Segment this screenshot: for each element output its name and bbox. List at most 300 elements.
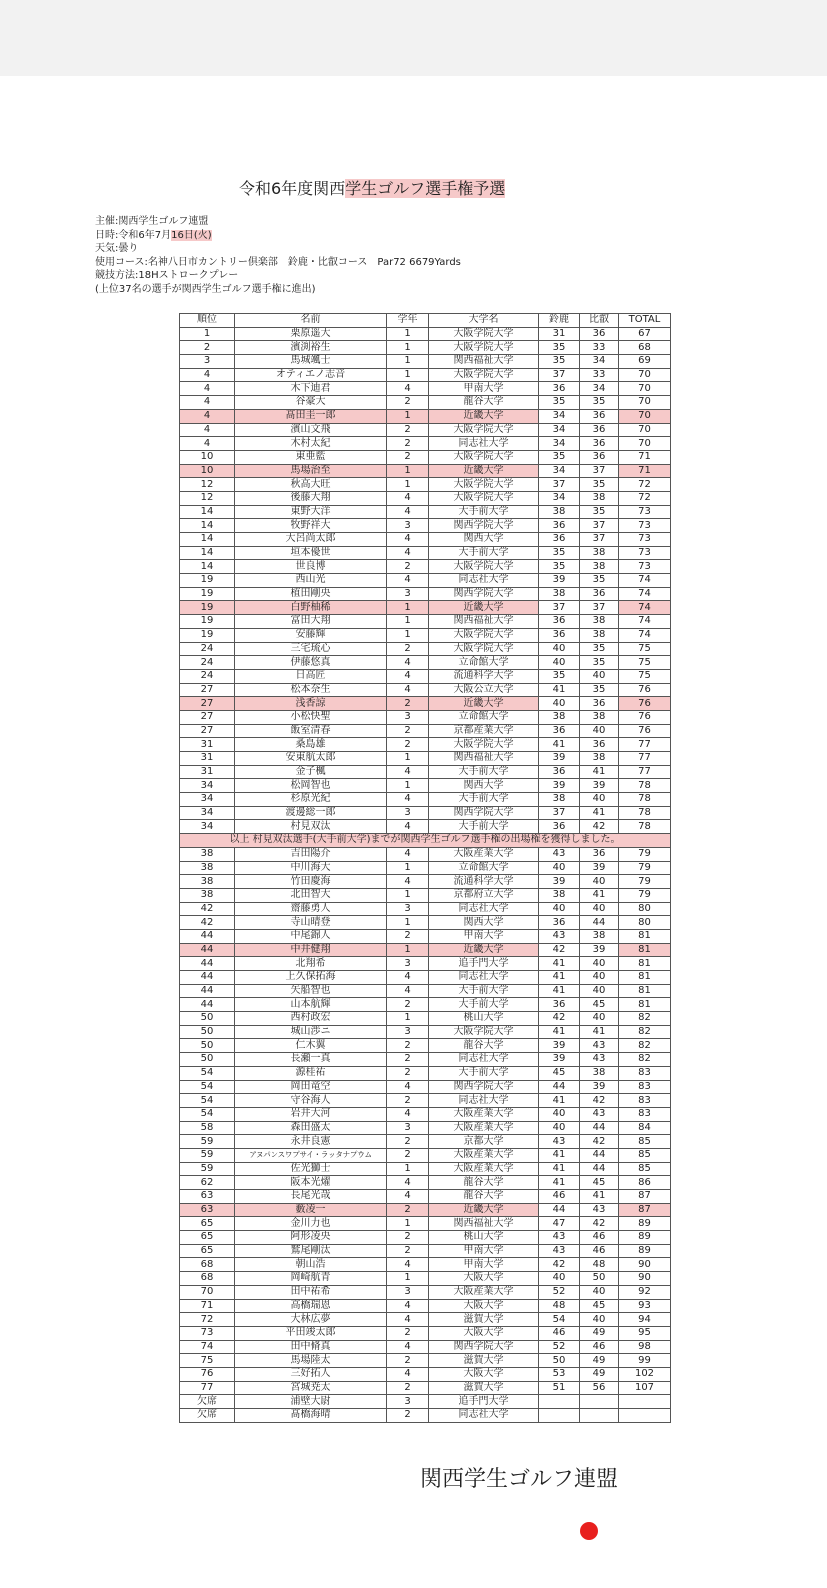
cell-suzuka: 41 bbox=[539, 957, 580, 971]
cell-grade: 1 bbox=[387, 615, 429, 629]
cell-total: 81 bbox=[619, 929, 671, 943]
cell-rank: 10 bbox=[180, 450, 235, 464]
cell-name: 森田盛太 bbox=[235, 1121, 387, 1135]
cell-university: 立命館大学 bbox=[429, 656, 539, 670]
cell-rank: 73 bbox=[180, 1326, 235, 1340]
table-row bbox=[180, 697, 671, 711]
cell-rank: 12 bbox=[180, 491, 235, 505]
weather-line: 天気:曇り bbox=[95, 243, 139, 255]
cell-total: 79 bbox=[619, 861, 671, 875]
cell-university: 大阪産業大学 bbox=[429, 1121, 539, 1135]
cell-grade: 3 bbox=[387, 1025, 429, 1039]
cell-university: 関西学院大学 bbox=[429, 1340, 539, 1354]
cell-hiei: 42 bbox=[580, 1094, 619, 1108]
cell-suzuka: 34 bbox=[539, 491, 580, 505]
cell-name: 小松快聖 bbox=[235, 710, 387, 724]
cell-total: 82 bbox=[619, 1012, 671, 1026]
header-suzuka: 鈴鹿 bbox=[539, 314, 580, 328]
cell-hiei: 49 bbox=[580, 1367, 619, 1381]
cell-total: 83 bbox=[619, 1066, 671, 1080]
cell-suzuka: 34 bbox=[539, 409, 580, 423]
cell-total: 80 bbox=[619, 902, 671, 916]
cell-suzuka: 43 bbox=[539, 929, 580, 943]
cell-university: 大阪学院大学 bbox=[429, 491, 539, 505]
cell-total: 78 bbox=[619, 779, 671, 793]
cell-suzuka: 52 bbox=[539, 1340, 580, 1354]
cell-hiei: 43 bbox=[580, 1053, 619, 1067]
table-row bbox=[180, 1012, 671, 1026]
cell-grade: 4 bbox=[387, 1340, 429, 1354]
cell-university: 大阪学院大学 bbox=[429, 1025, 539, 1039]
cell-grade: 4 bbox=[387, 546, 429, 560]
cell-total: 80 bbox=[619, 916, 671, 930]
cell-rank: 19 bbox=[180, 615, 235, 629]
cell-rank: 44 bbox=[180, 984, 235, 998]
cell-name: 源桂祐 bbox=[235, 1066, 387, 1080]
table-row bbox=[180, 1299, 671, 1313]
cell-university: 流通科学大学 bbox=[429, 669, 539, 683]
cell-rank: 4 bbox=[180, 368, 235, 382]
cell-total: 79 bbox=[619, 847, 671, 861]
cell-university: 大阪学院大学 bbox=[429, 738, 539, 752]
cell-rank: 68 bbox=[180, 1258, 235, 1272]
cell-grade: 2 bbox=[387, 1148, 429, 1162]
cell-total bbox=[619, 1409, 671, 1423]
cell-hiei: 43 bbox=[580, 1203, 619, 1217]
cell-rank: 50 bbox=[180, 1053, 235, 1067]
cell-hiei: 41 bbox=[580, 1190, 619, 1204]
table-row bbox=[180, 355, 671, 369]
cell-name: 安東航太郎 bbox=[235, 752, 387, 766]
cell-rank: 75 bbox=[180, 1354, 235, 1368]
table-row bbox=[180, 820, 671, 834]
cell-rank: 63 bbox=[180, 1190, 235, 1204]
cell-suzuka: 38 bbox=[539, 587, 580, 601]
cell-rank: 44 bbox=[180, 998, 235, 1012]
cell-hiei: 34 bbox=[580, 382, 619, 396]
cell-suzuka: 46 bbox=[539, 1190, 580, 1204]
cell-name: 馬場治至 bbox=[235, 464, 387, 478]
cell-university: 流通科学大学 bbox=[429, 875, 539, 889]
cell-university: 大阪公立大学 bbox=[429, 683, 539, 697]
table-row bbox=[180, 1409, 671, 1423]
cell-suzuka: 42 bbox=[539, 943, 580, 957]
cell-total: 70 bbox=[619, 396, 671, 410]
cell-suzuka: 34 bbox=[539, 423, 580, 437]
cell-total: 70 bbox=[619, 423, 671, 437]
cell-total: 67 bbox=[619, 327, 671, 341]
cell-name: 牧野祥大 bbox=[235, 519, 387, 533]
cell-hiei: 33 bbox=[580, 341, 619, 355]
cell-rank: 1 bbox=[180, 327, 235, 341]
cell-university: 京都大学 bbox=[429, 1135, 539, 1149]
cell-hiei: 40 bbox=[580, 724, 619, 738]
table-row bbox=[180, 1313, 671, 1327]
cell-hiei: 40 bbox=[580, 875, 619, 889]
cell-total: 70 bbox=[619, 409, 671, 423]
cell-total: 73 bbox=[619, 546, 671, 560]
cell-suzuka: 35 bbox=[539, 396, 580, 410]
cell-rank: 27 bbox=[180, 710, 235, 724]
cell-name: 岡田竜空 bbox=[235, 1080, 387, 1094]
table-row bbox=[180, 478, 671, 492]
cell-grade: 4 bbox=[387, 1313, 429, 1327]
cell-grade: 1 bbox=[387, 779, 429, 793]
table-row bbox=[180, 1285, 671, 1299]
cell-suzuka: 34 bbox=[539, 437, 580, 451]
cell-suzuka: 38 bbox=[539, 710, 580, 724]
cell-hiei: 36 bbox=[580, 738, 619, 752]
table-row bbox=[180, 984, 671, 998]
cell-hiei: 40 bbox=[580, 971, 619, 985]
cell-grade: 4 bbox=[387, 793, 429, 807]
cell-grade: 1 bbox=[387, 355, 429, 369]
cell-total: 75 bbox=[619, 656, 671, 670]
table-row bbox=[180, 1135, 671, 1149]
cell-suzuka bbox=[539, 1409, 580, 1423]
table-row bbox=[180, 1107, 671, 1121]
cell-grade: 2 bbox=[387, 738, 429, 752]
cell-total: 98 bbox=[619, 1340, 671, 1354]
cell-grade: 4 bbox=[387, 984, 429, 998]
table-row bbox=[180, 929, 671, 943]
cell-hiei: 39 bbox=[580, 1080, 619, 1094]
cell-rank: 77 bbox=[180, 1381, 235, 1395]
cell-name: 東亜藍 bbox=[235, 450, 387, 464]
cell-grade: 1 bbox=[387, 628, 429, 642]
date-line bbox=[95, 229, 461, 243]
cell-suzuka: 36 bbox=[539, 382, 580, 396]
cell-hiei: 38 bbox=[580, 628, 619, 642]
cell-total: 102 bbox=[619, 1367, 671, 1381]
cell-university: 大手前大学 bbox=[429, 1066, 539, 1080]
cell-university: 大手前大学 bbox=[429, 765, 539, 779]
cell-grade: 4 bbox=[387, 1367, 429, 1381]
cell-grade: 4 bbox=[387, 491, 429, 505]
cell-university: 龍谷大学 bbox=[429, 1176, 539, 1190]
cell-hiei: 38 bbox=[580, 560, 619, 574]
qualification-note-row bbox=[180, 834, 671, 848]
cell-suzuka: 36 bbox=[539, 628, 580, 642]
table-row bbox=[180, 861, 671, 875]
cell-name: 寺山晴登 bbox=[235, 916, 387, 930]
cell-rank: 19 bbox=[180, 628, 235, 642]
cell-grade: 2 bbox=[387, 1203, 429, 1217]
cell-rank: 24 bbox=[180, 669, 235, 683]
cell-university: 同志社大学 bbox=[429, 574, 539, 588]
cell-suzuka: 40 bbox=[539, 1107, 580, 1121]
cell-suzuka: 44 bbox=[539, 1080, 580, 1094]
cell-grade: 1 bbox=[387, 409, 429, 423]
table-row bbox=[180, 1094, 671, 1108]
table-row bbox=[180, 505, 671, 519]
cell-grade: 3 bbox=[387, 587, 429, 601]
cell-name: 富田大翔 bbox=[235, 615, 387, 629]
cell-hiei: 46 bbox=[580, 1340, 619, 1354]
cell-total: 94 bbox=[619, 1313, 671, 1327]
cell-name: 馬場陸太 bbox=[235, 1354, 387, 1368]
cell-hiei: 38 bbox=[580, 1066, 619, 1080]
cell-rank: 4 bbox=[180, 409, 235, 423]
cell-rank: 31 bbox=[180, 752, 235, 766]
table-row bbox=[180, 1217, 671, 1231]
cell-name: 吉田陽介 bbox=[235, 847, 387, 861]
cell-grade: 1 bbox=[387, 341, 429, 355]
table-row bbox=[180, 601, 671, 615]
cell-university: 大阪大学 bbox=[429, 1272, 539, 1286]
cell-name: 白野柚稀 bbox=[235, 601, 387, 615]
table-row bbox=[180, 437, 671, 451]
cell-hiei: 36 bbox=[580, 423, 619, 437]
table-row bbox=[180, 1395, 671, 1409]
cell-name: 齋藤勇人 bbox=[235, 902, 387, 916]
table-row bbox=[180, 806, 671, 820]
cell-name: 濱山文飛 bbox=[235, 423, 387, 437]
cell-university: 大阪産業大学 bbox=[429, 1285, 539, 1299]
cell-rank: 59 bbox=[180, 1135, 235, 1149]
cell-hiei: 38 bbox=[580, 710, 619, 724]
cell-suzuka: 39 bbox=[539, 752, 580, 766]
cell-total: 79 bbox=[619, 875, 671, 889]
cell-rank: 68 bbox=[180, 1272, 235, 1286]
cell-total: 81 bbox=[619, 998, 671, 1012]
cell-grade: 2 bbox=[387, 1053, 429, 1067]
cell-total: 72 bbox=[619, 491, 671, 505]
cell-total: 87 bbox=[619, 1190, 671, 1204]
cell-hiei: 35 bbox=[580, 656, 619, 670]
cell-rank: 38 bbox=[180, 875, 235, 889]
cell-suzuka: 37 bbox=[539, 368, 580, 382]
cell-total: 73 bbox=[619, 505, 671, 519]
cell-hiei: 37 bbox=[580, 601, 619, 615]
cell-university: 龍谷大学 bbox=[429, 396, 539, 410]
cell-rank: 14 bbox=[180, 560, 235, 574]
table-row bbox=[180, 971, 671, 985]
cell-hiei: 38 bbox=[580, 929, 619, 943]
table-row bbox=[180, 793, 671, 807]
cell-hiei: 39 bbox=[580, 779, 619, 793]
cell-suzuka: 41 bbox=[539, 1094, 580, 1108]
cell-total: 79 bbox=[619, 888, 671, 902]
cell-rank: 38 bbox=[180, 888, 235, 902]
cell-suzuka: 52 bbox=[539, 1285, 580, 1299]
cell-university: 立命館大学 bbox=[429, 710, 539, 724]
cell-name: 馬城颯士 bbox=[235, 355, 387, 369]
table-row bbox=[180, 1381, 671, 1395]
cell-university: 同志社大学 bbox=[429, 1094, 539, 1108]
table-row bbox=[180, 642, 671, 656]
cell-rank: 14 bbox=[180, 505, 235, 519]
table-row bbox=[180, 669, 671, 683]
cell-grade: 2 bbox=[387, 724, 429, 738]
cell-name: 平田竣太郎 bbox=[235, 1326, 387, 1340]
cell-grade: 4 bbox=[387, 1080, 429, 1094]
cell-name: 三宅琉心 bbox=[235, 642, 387, 656]
cell-rank: 58 bbox=[180, 1121, 235, 1135]
cell-name: 三好拓人 bbox=[235, 1367, 387, 1381]
cell-hiei: 36 bbox=[580, 587, 619, 601]
cell-rank: 42 bbox=[180, 902, 235, 916]
cell-hiei bbox=[580, 1409, 619, 1423]
cell-university: 甲南大学 bbox=[429, 382, 539, 396]
cell-grade: 1 bbox=[387, 327, 429, 341]
cell-suzuka: 42 bbox=[539, 1012, 580, 1026]
cell-name: 安藤輝 bbox=[235, 628, 387, 642]
cell-university: 追手門大学 bbox=[429, 1395, 539, 1409]
seal-stamp bbox=[580, 1522, 598, 1540]
cell-rank: 24 bbox=[180, 656, 235, 670]
cell-total: 90 bbox=[619, 1258, 671, 1272]
cell-suzuka: 40 bbox=[539, 1272, 580, 1286]
cell-rank: 54 bbox=[180, 1107, 235, 1121]
cell-university: 桃山大学 bbox=[429, 1012, 539, 1026]
cell-total: 78 bbox=[619, 820, 671, 834]
cell-grade: 3 bbox=[387, 902, 429, 916]
cell-suzuka: 37 bbox=[539, 478, 580, 492]
cell-rank: 38 bbox=[180, 861, 235, 875]
cell-university: 近畿大学 bbox=[429, 409, 539, 423]
cell-suzuka: 43 bbox=[539, 1135, 580, 1149]
table-row bbox=[180, 1053, 671, 1067]
cell-university: 大手前大学 bbox=[429, 984, 539, 998]
cell-grade: 4 bbox=[387, 875, 429, 889]
cell-total: 83 bbox=[619, 1080, 671, 1094]
cell-university: 滋賀大学 bbox=[429, 1381, 539, 1395]
cell-university: 甲南大学 bbox=[429, 1244, 539, 1258]
cell-total: 71 bbox=[619, 464, 671, 478]
cell-university: 関西福祉大学 bbox=[429, 1217, 539, 1231]
table-row bbox=[180, 327, 671, 341]
table-row bbox=[180, 1176, 671, 1190]
cell-suzuka: 43 bbox=[539, 1231, 580, 1245]
cell-grade: 2 bbox=[387, 437, 429, 451]
cell-rank: 34 bbox=[180, 806, 235, 820]
cell-hiei: 45 bbox=[580, 1176, 619, 1190]
cell-suzuka: 35 bbox=[539, 341, 580, 355]
cell-grade: 2 bbox=[387, 1231, 429, 1245]
cell-suzuka: 50 bbox=[539, 1354, 580, 1368]
cell-rank: 62 bbox=[180, 1176, 235, 1190]
cell-rank: 76 bbox=[180, 1367, 235, 1381]
cell-university: 関西学院大学 bbox=[429, 806, 539, 820]
cell-suzuka: 39 bbox=[539, 875, 580, 889]
cell-total: 95 bbox=[619, 1326, 671, 1340]
cell-university: 大阪学院大学 bbox=[429, 478, 539, 492]
cell-total: 78 bbox=[619, 806, 671, 820]
cell-grade: 3 bbox=[387, 519, 429, 533]
cell-hiei: 50 bbox=[580, 1272, 619, 1286]
cell-hiei: 41 bbox=[580, 806, 619, 820]
cell-suzuka: 40 bbox=[539, 1121, 580, 1135]
cell-rank: 63 bbox=[180, 1203, 235, 1217]
table-row bbox=[180, 875, 671, 889]
cell-grade: 4 bbox=[387, 1176, 429, 1190]
title-prefix: 令和6年度関西 bbox=[239, 179, 346, 198]
cell-total: 75 bbox=[619, 642, 671, 656]
cell-suzuka: 35 bbox=[539, 546, 580, 560]
cell-total: 76 bbox=[619, 697, 671, 711]
table-row bbox=[180, 1354, 671, 1368]
cell-suzuka: 40 bbox=[539, 642, 580, 656]
cell-name: 秋高大旺 bbox=[235, 478, 387, 492]
cell-grade: 3 bbox=[387, 957, 429, 971]
cell-total: 81 bbox=[619, 984, 671, 998]
cell-grade: 4 bbox=[387, 820, 429, 834]
cell-name: 竹田慶海 bbox=[235, 875, 387, 889]
table-row bbox=[180, 998, 671, 1012]
cell-grade: 2 bbox=[387, 1409, 429, 1423]
cell-total: 85 bbox=[619, 1135, 671, 1149]
cell-name: 上久保拓海 bbox=[235, 971, 387, 985]
cell-university: 大阪学院大学 bbox=[429, 628, 539, 642]
table-row bbox=[180, 491, 671, 505]
cell-total: 69 bbox=[619, 355, 671, 369]
cell-hiei: 36 bbox=[580, 437, 619, 451]
cell-suzuka: 43 bbox=[539, 1244, 580, 1258]
cell-name: 阪本光燿 bbox=[235, 1176, 387, 1190]
cell-suzuka: 39 bbox=[539, 779, 580, 793]
cell-university: 関西福祉大学 bbox=[429, 752, 539, 766]
cell-hiei: 35 bbox=[580, 396, 619, 410]
table-row bbox=[180, 574, 671, 588]
table-row bbox=[180, 396, 671, 410]
cell-name: 村見双汰 bbox=[235, 820, 387, 834]
cell-hiei: 44 bbox=[580, 1121, 619, 1135]
cell-rank: 74 bbox=[180, 1340, 235, 1354]
table-row bbox=[180, 519, 671, 533]
cell-name: 北翔希 bbox=[235, 957, 387, 971]
cell-total: 77 bbox=[619, 765, 671, 779]
cell-university: 大阪学院大学 bbox=[429, 368, 539, 382]
cell-university: 同志社大学 bbox=[429, 437, 539, 451]
table-row bbox=[180, 1203, 671, 1217]
event-info bbox=[95, 215, 461, 297]
table-row bbox=[180, 1326, 671, 1340]
cell-university: 追手門大学 bbox=[429, 957, 539, 971]
cell-grade: 4 bbox=[387, 683, 429, 697]
cell-total: 74 bbox=[619, 628, 671, 642]
cell-total: 89 bbox=[619, 1231, 671, 1245]
cell-name: 朝山浩 bbox=[235, 1258, 387, 1272]
cell-university: 同志社大学 bbox=[429, 1053, 539, 1067]
cell-total: 92 bbox=[619, 1285, 671, 1299]
cell-rank: 54 bbox=[180, 1066, 235, 1080]
table-row bbox=[180, 1066, 671, 1080]
cell-total: 89 bbox=[619, 1244, 671, 1258]
table-row bbox=[180, 888, 671, 902]
cell-university: 大手前大学 bbox=[429, 998, 539, 1012]
header-name: 名前 bbox=[235, 314, 387, 328]
cell-rank: 31 bbox=[180, 738, 235, 752]
cell-total: 83 bbox=[619, 1107, 671, 1121]
table-row bbox=[180, 628, 671, 642]
cell-grade: 1 bbox=[387, 368, 429, 382]
cell-total: 70 bbox=[619, 368, 671, 382]
cell-hiei: 42 bbox=[580, 1135, 619, 1149]
cell-suzuka: 39 bbox=[539, 574, 580, 588]
cell-university: 近畿大学 bbox=[429, 464, 539, 478]
cell-name: アヌパンスワプサイ・ラッタナプウム bbox=[235, 1148, 387, 1162]
cell-name: 東野大洋 bbox=[235, 505, 387, 519]
cell-total: 84 bbox=[619, 1121, 671, 1135]
cell-name: 垣本優世 bbox=[235, 546, 387, 560]
cell-hiei: 42 bbox=[580, 820, 619, 834]
cell-university: 大阪産業大学 bbox=[429, 847, 539, 861]
cell-name: 世良博 bbox=[235, 560, 387, 574]
cell-name: 長瀬一真 bbox=[235, 1053, 387, 1067]
cell-grade: 2 bbox=[387, 1039, 429, 1053]
results-body bbox=[180, 327, 671, 1422]
